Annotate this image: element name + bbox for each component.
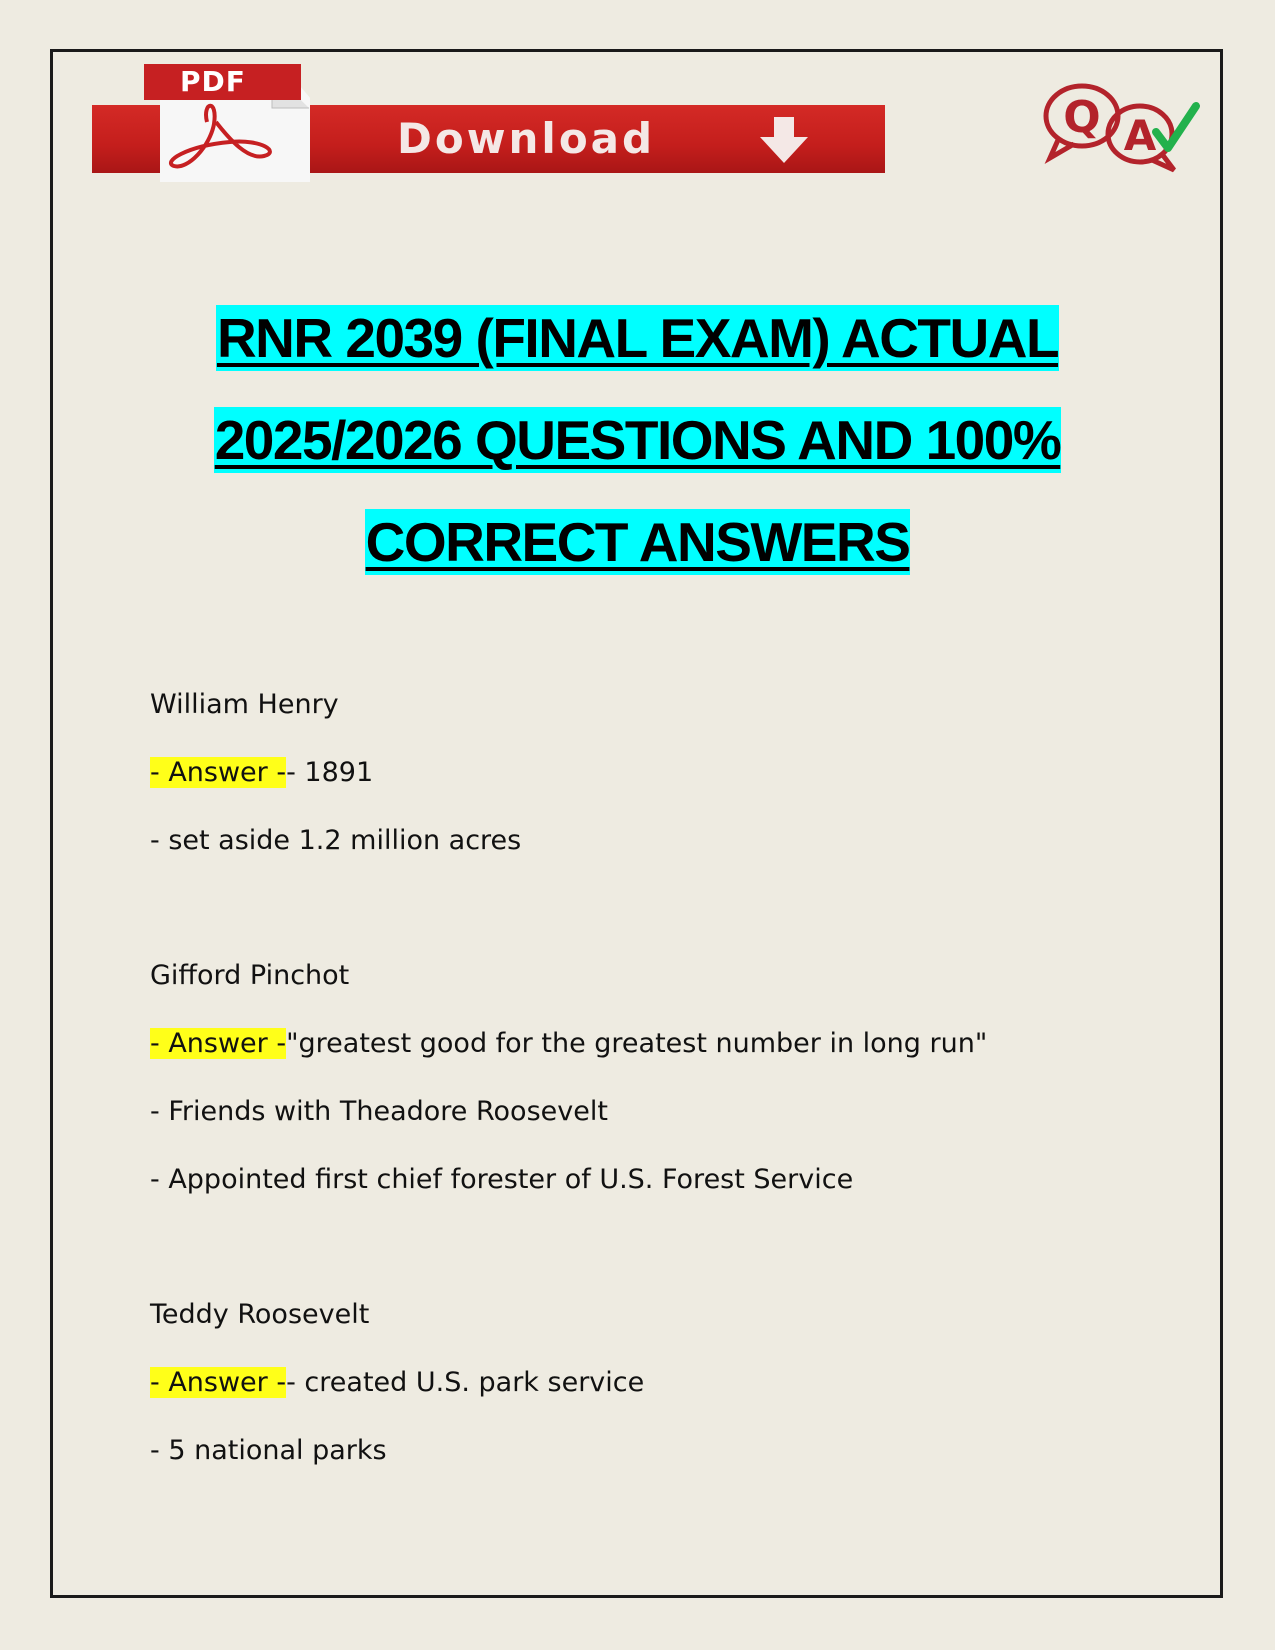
answer-detail: - Friends with Theadore Roosevelt [150,1096,608,1127]
title-line-2: 2025/2026 QUESTIONS AND 100% [214,409,1061,471]
answer-line [150,1363,1150,1431]
title-line-3: CORRECT ANSWERS [365,511,910,573]
a-letter: A [1123,111,1157,160]
answer-marker: - Answer - [150,757,287,788]
download-arrow-icon [756,115,812,172]
document-title [60,305,1215,611]
qa-logo [1040,78,1210,183]
answer-marker: - Answer - [150,1028,287,1059]
question: Teddy Roosevelt [150,1299,370,1330]
answer-detail: - Appointed first chief forester of U.S. Forest Service [150,1164,854,1195]
pdf-download-banner[interactable] [92,60,887,185]
answer-marker: - Answer - [150,1367,287,1398]
answer-detail: - 5 national parks [150,1435,387,1466]
answer-detail: - set aside 1.2 million acres [150,825,522,856]
title-line-1: RNR 2039 (FINAL EXAM) ACTUAL [216,307,1059,369]
answer-line [150,1024,1150,1092]
q-letter: Q [1063,92,1101,143]
pdf-document-icon [144,60,310,182]
pdf-tag: PDF [144,64,301,100]
answer-text: "greatest good for the greatest number in long run" [286,1028,988,1059]
answer-text: - 1891 [286,757,374,788]
answer-text: - created U.S. park service [286,1367,645,1398]
question: Gifford Pinchot [150,960,350,991]
question: William Henry [150,689,339,720]
download-label: Download [397,114,656,163]
answer-line [150,753,1150,821]
qa-list [150,685,1150,1499]
